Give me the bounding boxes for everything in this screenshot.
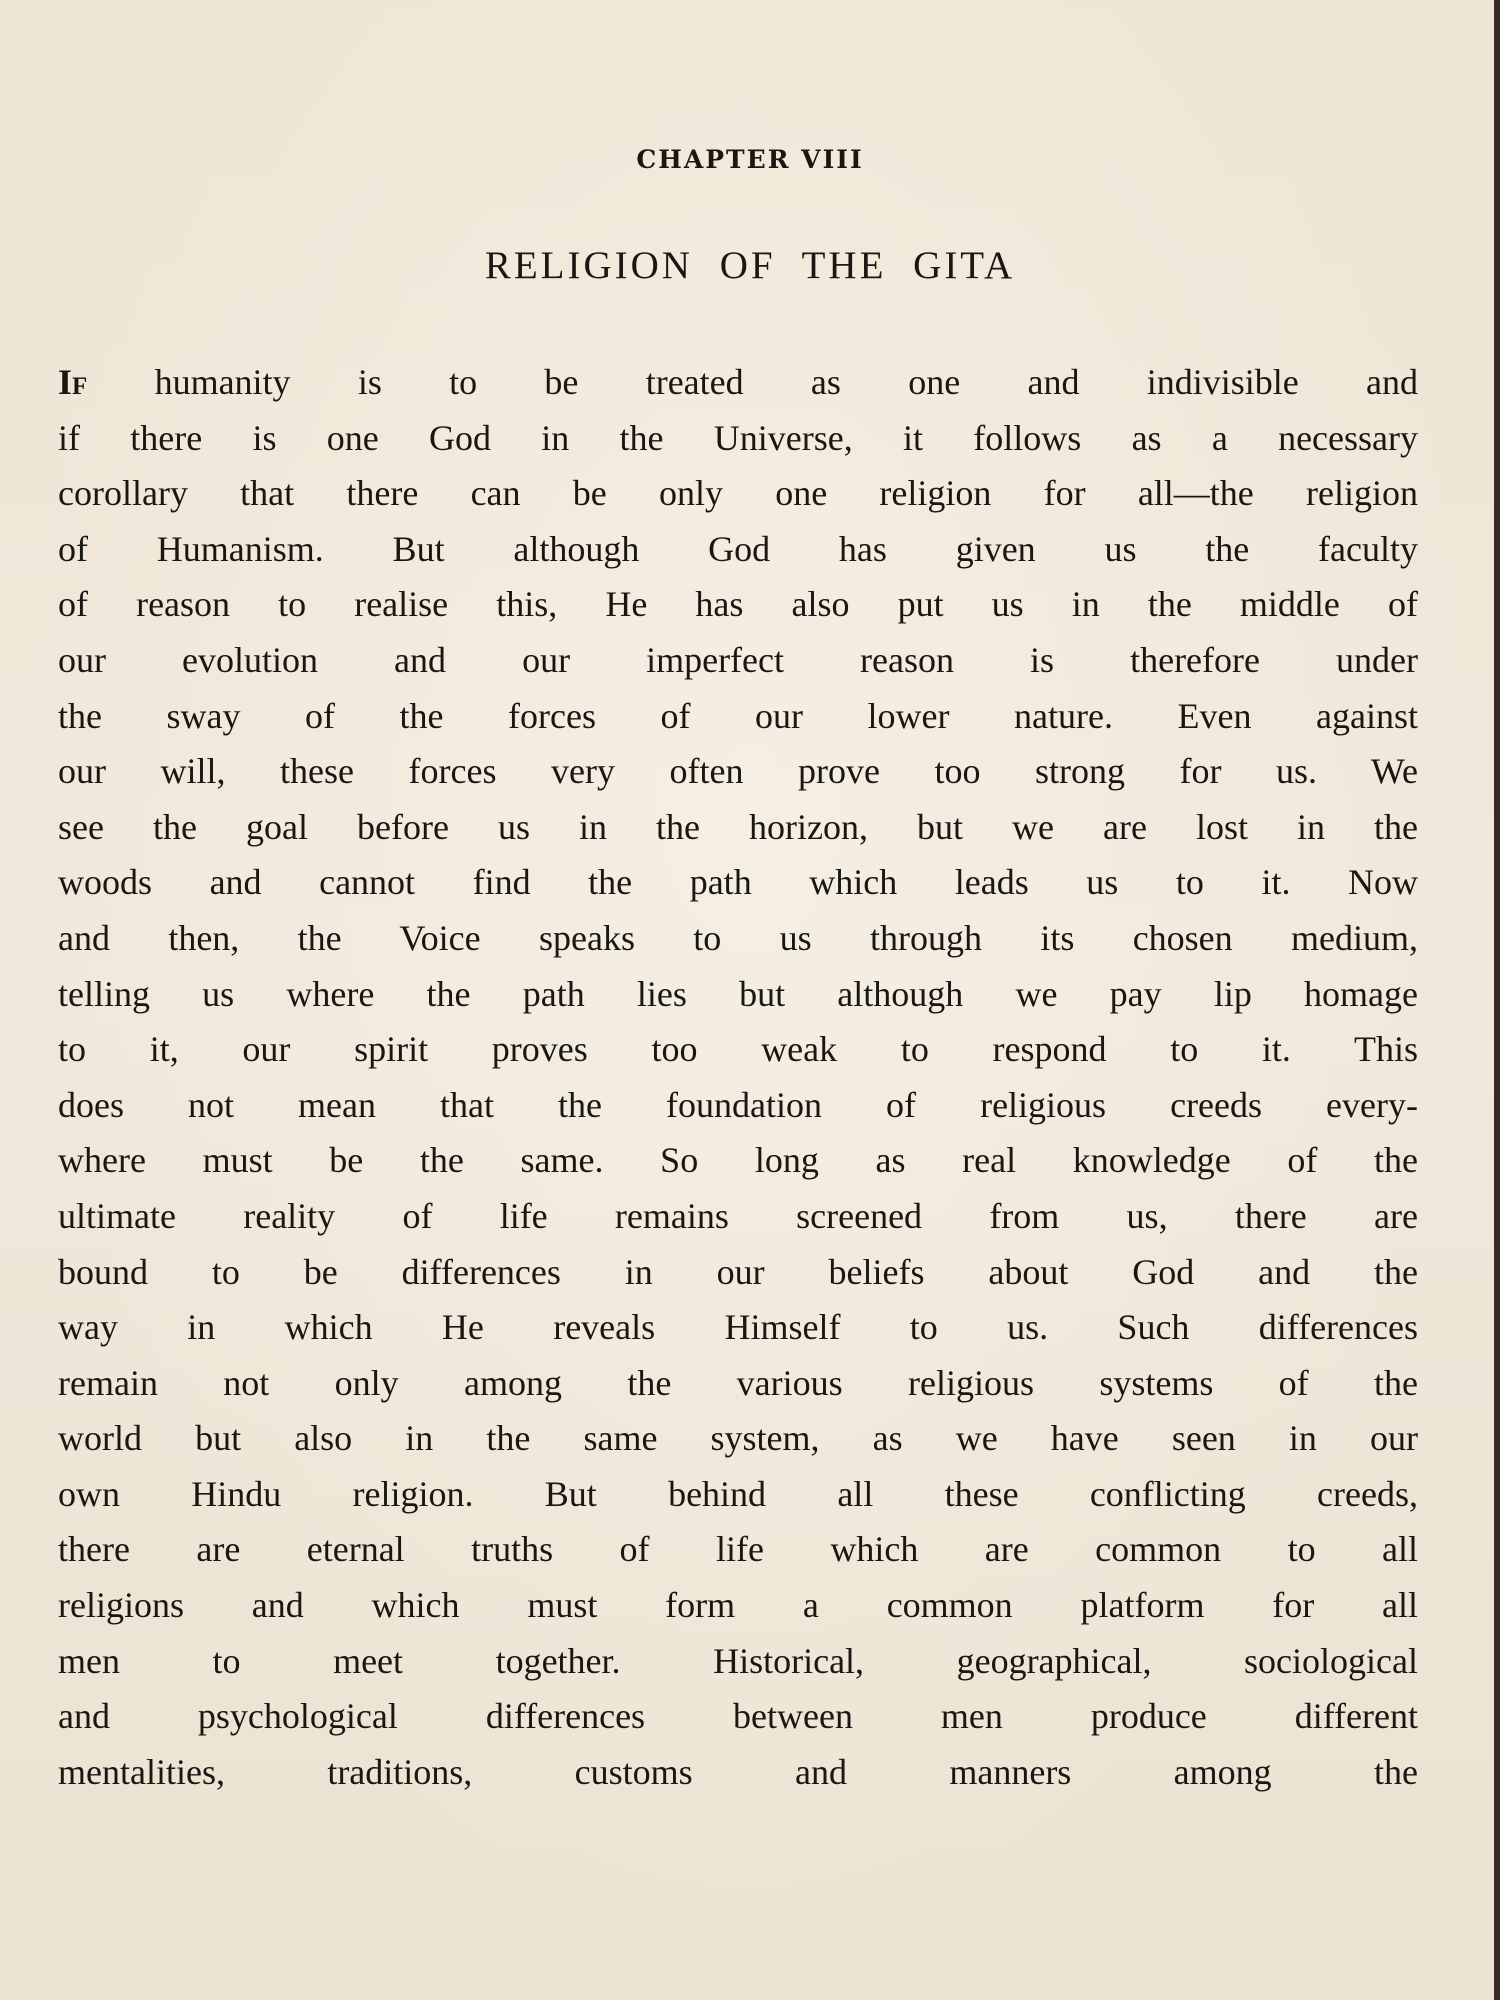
text-line: does not mean that the foundation of religious creeds every- [58,1084,1418,1125]
text-line: where must be the same. So long as real knowledge of the [58,1140,1418,1181]
text-line: corollary that there can be only one religion for all—the religion [58,473,1418,514]
text-line: mentalities, traditions, customs and manners among the [58,1751,1418,1792]
text-line: religions and which must form a common platform for all [58,1585,1418,1626]
chapter-title: RELIGION OF THE GITA [484,244,1016,287]
text-line: way in which He reveals Himself to us. Such differences [58,1307,1418,1348]
text-line: ultimate reality of life remains screened from us, there are [58,1195,1418,1236]
body-paragraph [58,355,1418,1800]
text-line: woods and cannot find the path which leads us to it. Now [58,862,1418,903]
text-line: of reason to realise this, He has also put us in the middle of [58,584,1418,625]
chapter-heading: CHAPTER VIII [636,145,864,174]
text-line: remain not only among the various religious systems of the [58,1362,1418,1403]
text-line: If humanity is to be treated as one and indivisible and [58,362,1418,402]
text-line: if there is one God in the Universe, it follows as a necessary [58,417,1418,458]
text-line: own Hindu religion. But behind all these conflicting creeds, [58,1473,1418,1514]
text-line: men to meet together. Historical, geographical, sociological [58,1640,1418,1681]
text-line: there are eternal truths of life which are common to all [58,1529,1418,1570]
text-line: our evolution and our imperfect reason is therefore under [58,639,1418,680]
page-edge [1494,0,1500,2000]
text-line: to it, our spirit proves too weak to respond to it. This [58,1029,1418,1070]
text-line: see the goal before us in the horizon, but we are lost in the [58,806,1418,847]
text-line: and psychological differences between men produce different [58,1696,1418,1737]
text-line: the sway of the forces of our lower nature. Even against [58,695,1418,736]
text-line: bound to be differences in our beliefs about God and the [58,1251,1418,1292]
text-line: our will, these forces very often prove too strong for us. We [58,751,1418,792]
text-line: and then, the Voice speaks to us through its chosen medium, [58,917,1418,958]
text-line: telling us where the path lies but although we pay lip homage [58,973,1418,1014]
drop-word: If [58,362,88,402]
text-line: of Humanism. But although God has given us the faculty [58,528,1418,569]
text-line: world but also in the same system, as we have seen in our [58,1418,1418,1459]
